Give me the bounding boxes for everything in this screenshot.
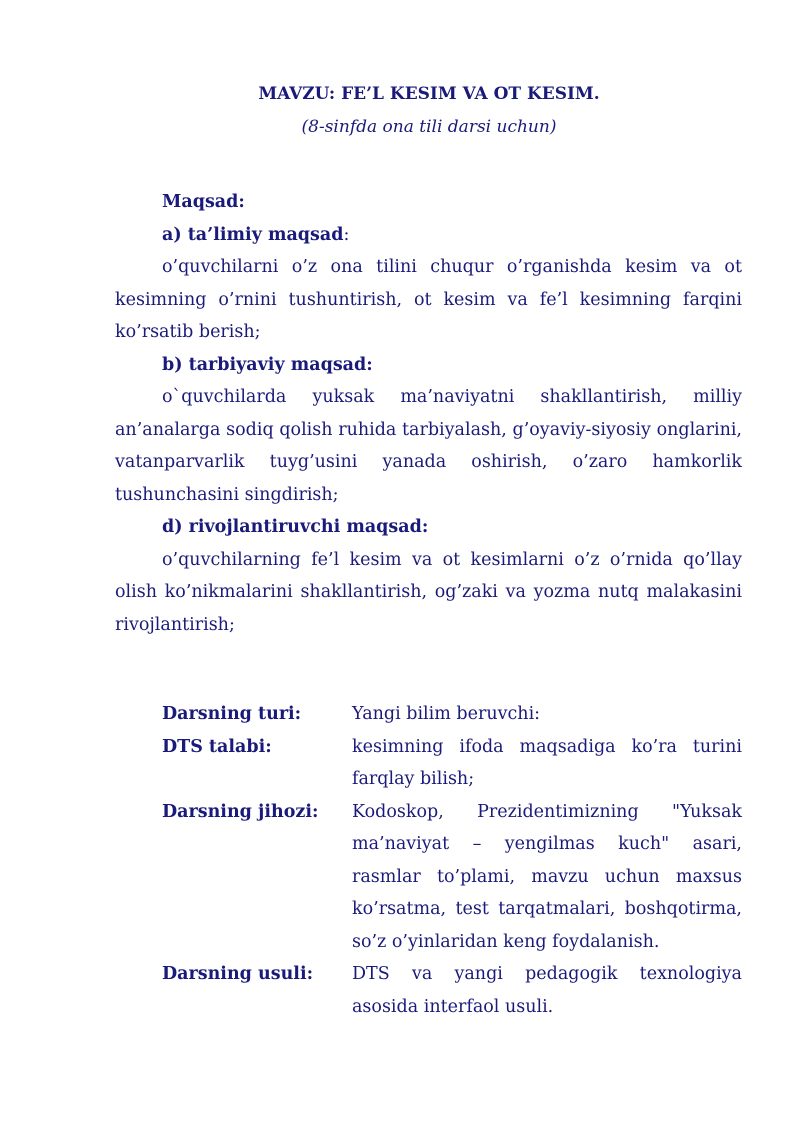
lesson-subtitle: (8-sinfda ona tili darsi uchun) (301, 117, 557, 137)
edu-goal-heading (115, 219, 742, 252)
upbringing-goal-text: o`quvchilarda yuksak ma’naviyatni shakllantirish, milliy an’analarga sodiq qolish ruhida tarbiyalash, g’oyaviy-siyosiy onglarini, vatanparvarlik tuyg’usini yanada oshirish, o’zaro hamkorlik tushunchasini singdirish; (115, 387, 742, 505)
lesson-title: MAVZU: FE’L KESIM VA OT KESIM. (258, 84, 600, 104)
edu-goal-colon: : (343, 224, 350, 245)
info-row (162, 958, 742, 1023)
goal-heading: Maqsad: (162, 192, 245, 212)
upbringing-goal-heading: b) tarbiyaviy maqsad: (162, 354, 373, 375)
info-row (162, 698, 742, 731)
edu-goal-heading-text: a) ta’limiy maqsad (162, 224, 344, 245)
info-label: Darsning turi: (162, 704, 302, 724)
info-label: DTS talabi: (162, 736, 272, 757)
info-value: Kodoskop, Prezidentimizning "Yuksak ma’naviyat – yengilmas kuch" asari, rasmlar to’plami, mavzu uchun maxsus ko’rsatma, test tarqatmalari, boshqotirma, so’z o’yinlaridan keng foydalanish. (352, 801, 742, 952)
develop-goal-text: o’quvchilarning fe’l kesim va ot kesimlarni o’z o’rnida qo’llay olish ko’nikmalarini shakllantirish, og’zaki va yozma nutq malakasini rivojlantirish; (115, 549, 742, 635)
info-row (162, 796, 742, 959)
info-value: kesimning ifoda maqsadiga ko’ra turini farqlay bilish; (352, 736, 742, 789)
goals-section (115, 186, 742, 641)
develop-goal-heading: d) rivojlantiruvchi maqsad: (162, 517, 429, 537)
info-row (162, 731, 742, 796)
info-label: Darsning jihozi: (162, 801, 319, 822)
edu-goal-text: o’quvchilarni o’z ona tilini chuqur o’rganishda kesim va ot kesimning o’rnini tushuntirish, ot kesim va fe’l kesimning farqini ko’rsatib berish; (115, 257, 742, 342)
info-label: Darsning usuli: (162, 964, 314, 984)
lesson-info-table (162, 698, 742, 1023)
info-value: DTS va yangi pedagogik texnologiya asosida interfaol usuli. (352, 964, 742, 1017)
info-value: Yangi bilim beruvchi: (352, 704, 541, 724)
